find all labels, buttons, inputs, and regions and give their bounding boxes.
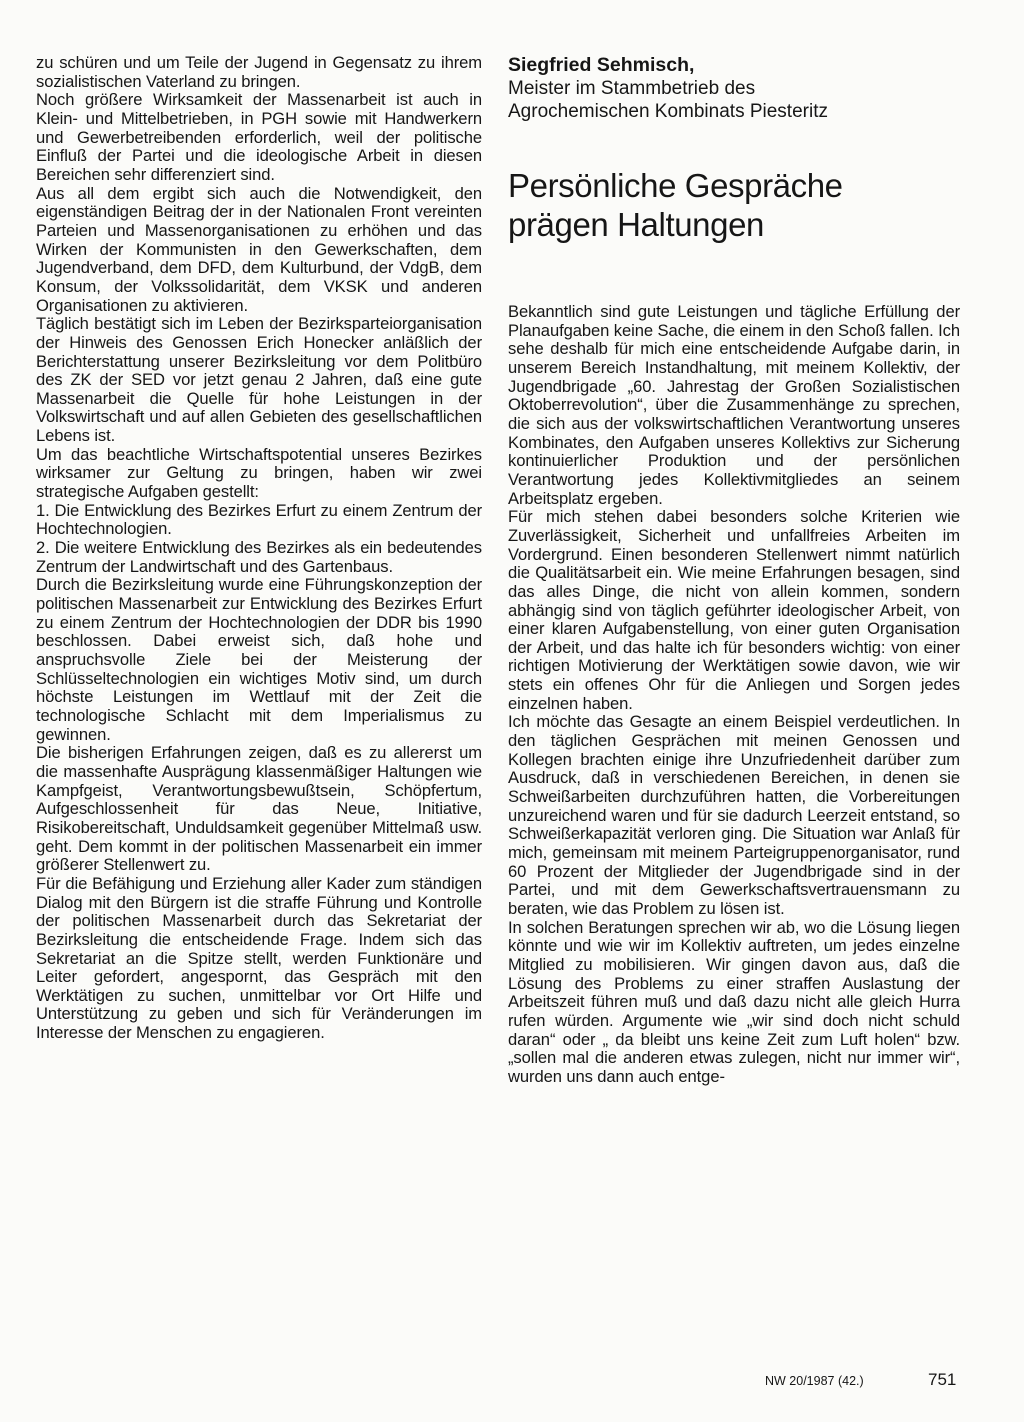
author-name: Siegfried Sehmisch, <box>508 54 695 76</box>
left-paragraph-2: Noch größere Wirksamkeit der Massenarbeit ist auch in Klein- und Mittelbetrieben, in PGH sowie mit Handwerkern und Gewerbetreibenden erforderlich, weil der politische Einfluß der Partei und die ideologische Arbeit in diesen Bereichen sehr differenziert sind. <box>36 90 482 184</box>
headline-spacer <box>508 244 960 303</box>
left-paragraph-9: Die bisherigen Erfahrungen zeigen, daß es zu allererst um die massenhafte Ausprägung klassenmäßiger Haltungen wie Kampfgeist, Verantwortungsbewußtsein, Schöpfertum, Aufgeschlossenheit für das Neue, Initiative, Risikobereitschaft, Unduldsamkeit gegenüber Mittelmaß usw. geht. Dem kommt in der politischen Massenarbeit ein immer größerer Stellenwert zu. <box>36 743 482 875</box>
issue-reference: NW 20/1987 (42.) <box>765 1374 864 1388</box>
left-column <box>36 54 482 1043</box>
left-paragraph-6: 1. Die Entwicklung des Bezirkes Erfurt zu einem Zentrum der Hochtechnologien. <box>36 500 482 539</box>
left-paragraph-5: Um das beachtliche Wirtschaftspotential unseres Bezirkes wirksamer zur Geltung zu bringen, haben wir zwei strategische Aufgaben gestellt: <box>36 444 482 502</box>
author-role-line-2: Agrochemischen Kombinats Piesteritz <box>508 101 828 122</box>
page-number: 751 <box>928 1370 957 1389</box>
right-paragraph-3: Ich möchte das Gesagte an einem Beispiel verdeutlichen. In den täglichen Gesprächen mit meinen Genossen und Kollegen brachten einige ihre Unzufriedenheit darüber zum Ausdruck, daß in verschiedenen Bereichen, in denen sie Schweißarbeiten durchzuführen hatten, die Vorbereitungen unzureichend waren und für sie dadurch Leerzeit entstand, so Schweißerkapazität verloren ging. Die Situation war Anlaß für mich, gemeinsam mit meinem Parteigruppenorganisator, rund 60 Prozent der Mitglieder der Jugendbrigade sind in der Partei, und mit dem Gewerkschaftsvertrauensmann zu beraten, wie das Problem zu lösen ist. <box>508 712 960 918</box>
right-paragraph-4: In solchen Beratungen sprechen wir ab, wo die Lösung liegen könnte und wie wir im Kollektiv auftreten, um jedes einzelne Mitglied zu mobilisieren. Wir gingen davon aus, daß die Lösung des Problems zu einer straffen Auslastung der Arbeitszeit führen muß und daß dazu nicht alle gleich Hurra rufen würden. Argumente wie „wir sind doch nicht schuld daran“ oder „ da bleibt uns keine Zeit zum Luft holen“ bzw. „sollen mal die anderen etwas zulegen, nicht nur immer wir“, wurden uns dann auch entge- <box>508 917 960 1086</box>
left-paragraph-10: Für die Befähigung und Erziehung aller Kader zum ständigen Dialog mit den Bürgern ist die straffe Führung und Kontrolle der politischen Massenarbeit durch das Sekretariat der Bezirksleitung die entscheidende Frage. Indem sich das Sekretariat an die Spitze stellt, werden Funktionäre und Leiter gefordert, angespornt, das Gespräch mit den Werktätigen zu suchen, unmittelbar vor Ort Hilfe und Unterstützung zu geben und sich für Veränderungen im Interesse der Menschen zu engagieren. <box>36 873 482 1043</box>
author-role-line-1: Meister im Stammbetrieb des <box>508 78 756 99</box>
left-paragraph-7: 2. Die weitere Entwicklung des Bezirkes als ein bedeutendes Zentrum der Landwirtschaft und des Gartenbaus. <box>36 538 482 576</box>
headline-line-1: Persönliche Gespräche <box>508 167 843 204</box>
right-column <box>508 54 960 1087</box>
right-paragraph-2: Für mich stehen dabei besonders solche Kriterien wie Zuverlässigkeit, Sicherheit und unfallfreies Arbeiten im Vordergrund. Einen besonderen Stellenwert nimmt natürlich die Qualitätsarbeit ein. Wie meine Erfahrungen besagen, sind das alles Dinge, die nicht von allein kommen, sondern abhängig sind von täglich geführter ideologischer Arbeit, von einer klaren Aufgabenstellung, von einer guten Organisation der Arbeit, und das halte ich für besonders wichtig: von einer richtigen Motivierung der Werktätigen sowie davon, wie wir stets ein offenes Ohr für die Anliegen und Sorgen jedes einzelnen haben. <box>508 507 960 713</box>
left-paragraph-4: Täglich bestätigt sich im Leben der Bezirksparteiorganisation der Hinweis des Genossen Erich Honecker anläßlich der Berichterstattung unserer Bezirksleitung vor dem Politbüro des ZK der SED vor jetzt genau 2 Jahren, daß eine gute Massenarbeit die Quelle für hohe Leistungen in der Volkswirtschaft und auf allen Gebieten des gesellschaftlichen Lebens ist. <box>36 314 482 446</box>
left-paragraph-8: Durch die Bezirksleitung wurde eine Führungskonzeption der politischen Massenarbeit zur Entwicklung des Bezirkes Erfurt zu einem Zentrum der Hochtechnologien der DDR bis 1990 beschlossen. Dabei erweist sich, daß hohe und anspruchsvolle Ziele bei der Meisterung der Schlüsseltechnologien ein wichtiges Motiv sind, um durch höchste Leistungen im Wettlauf mit der Zeit die technologische Schlacht mit dem Imperialismus zu gewinnen. <box>36 575 482 744</box>
left-paragraph-1: zu schüren und um Teile der Jugend in Gegensatz zu ihrem sozialistischen Vaterland zu bringen. <box>36 53 482 91</box>
right-paragraph-1: Bekanntlich sind gute Leistungen und tägliche Erfüllung der Planaufgaben keine Sache, die einem in den Schoß fallen. Ich sehe deshalb für mich eine entscheidende Aufgabe darin, in unserem Bereich Instandhaltung, mit meinem Kollektiv, der Jugendbrigade „60. Jahrestag der Großen Sozialistischen Oktoberrevolution“, über die Zusammenhänge zu sprechen, die sich aus der volkswirtschaftlichen Verantwortung unseres Kombinates, den Aufgaben unseres Kollektivs zur Sicherung kontinuierlicher Produktion und der persönlichen Verantwortung jedes Kollektivmitgliedes an seinem Arbeitsplatz ergeben. <box>508 302 960 508</box>
article-headline <box>508 166 960 244</box>
left-paragraph-3: Aus all dem ergibt sich auch die Notwendigkeit, den eigenständigen Beitrag der in der Nationalen Front vereinten Parteien und Massenorganisationen zu erhöhen und das Wirken der Kommunisten in den Gewerkschaften, dem Jugendverband, dem DFD, dem Kulturbund, der VdgB, dem Konsum, der Volkssolidarität, dem VKSK und anderen Organisationen zu aktivieren. <box>36 183 482 315</box>
headline-line-2: prägen Haltungen <box>508 206 764 243</box>
